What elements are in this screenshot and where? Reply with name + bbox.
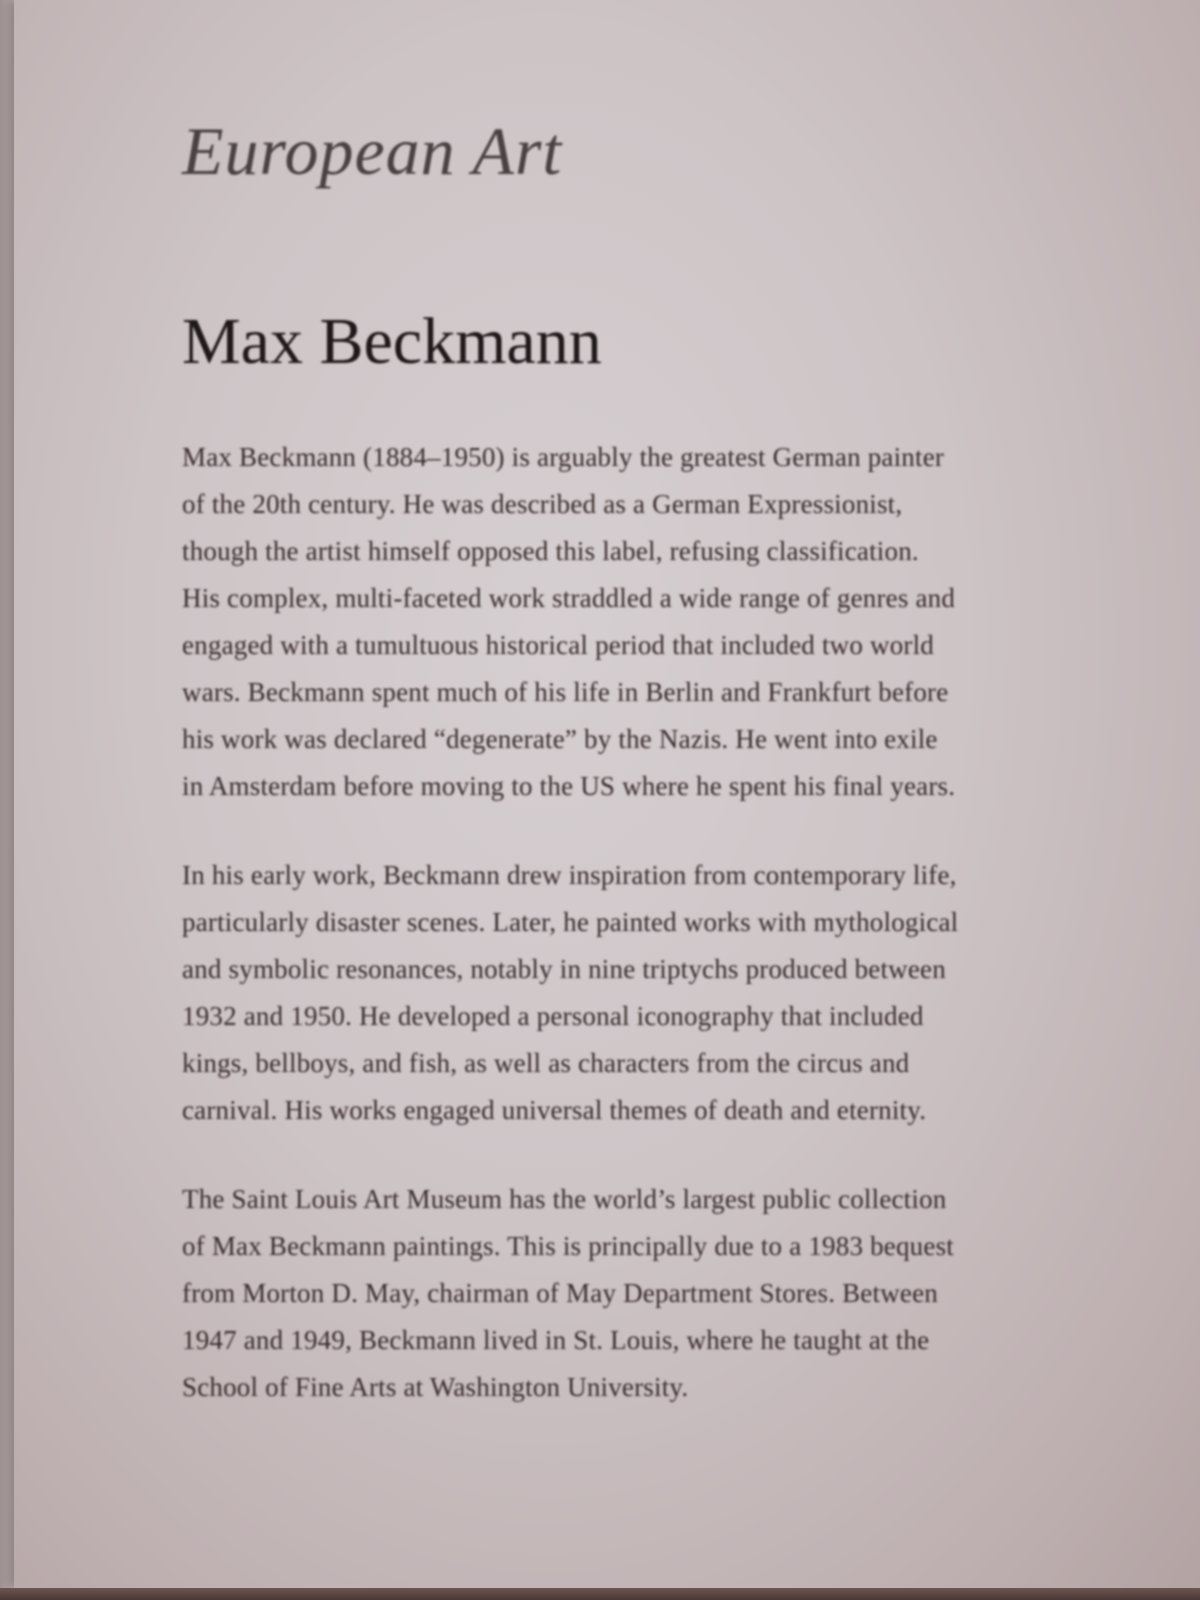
paragraph-work [182,852,1102,1134]
paragraph-line: School of Fine Arts at Washington University. [182,1372,689,1402]
paragraph-line: engaged with a tumultuous historical period that included two world [182,630,934,660]
paragraph-line: In his early work, Beckmann drew inspiration from contemporary life, [182,860,957,890]
museum-label-panel [14,0,1200,1588]
paragraph-line: 1932 and 1950. He developed a personal iconography that included [182,1001,924,1031]
paragraph-line: in Amsterdam before moving to the US where he spent his final years. [182,771,956,801]
panel-bottom-edge [0,1588,1200,1600]
paragraph-line: from Morton D. May, chairman of May Department Stores. Between [182,1278,938,1308]
paragraph-line: wars. Beckmann spent much of his life in Berlin and Frankfurt before [182,677,949,707]
panel-left-edge [0,0,14,1600]
paragraph-line: 1947 and 1949, Beckmann lived in St. Louis, where he taught at the [182,1325,930,1355]
paragraph-line: kings, bellboys, and fish, as well as characters from the circus and [182,1048,910,1078]
paragraph-line: His complex, multi-faceted work straddled a wide range of genres and [182,583,956,613]
paragraph-line: carnival. His works engaged universal themes of death and eternity. [182,1095,927,1125]
paragraph-line: his work was declared “degenerate” by the Nazis. He went into exile [182,724,938,754]
paragraph-line: of the 20th century. He was described as a German Expressionist, [182,489,903,519]
paragraph-line: Max Beckmann (1884–1950) is arguably the greatest German painter [182,442,945,472]
paragraph-line: of Max Beckmann paintings. This is principally due to a 1983 bequest [182,1231,954,1261]
paragraph-line: particularly disaster scenes. Later, he painted works with mythological [182,907,959,937]
paragraph-biography [182,434,1102,810]
paragraph-line: The Saint Louis Art Museum has the world’s largest public collection [182,1184,947,1214]
paragraph-line: and symbolic resonances, notably in nine triptychs produced between [182,954,946,984]
paragraph-collection [182,1176,1102,1411]
artist-title: Max Beckmann [182,305,602,378]
paragraph-line: though the artist himself opposed this label, refusing classification. [182,536,919,566]
category-heading: European Art [182,113,563,189]
